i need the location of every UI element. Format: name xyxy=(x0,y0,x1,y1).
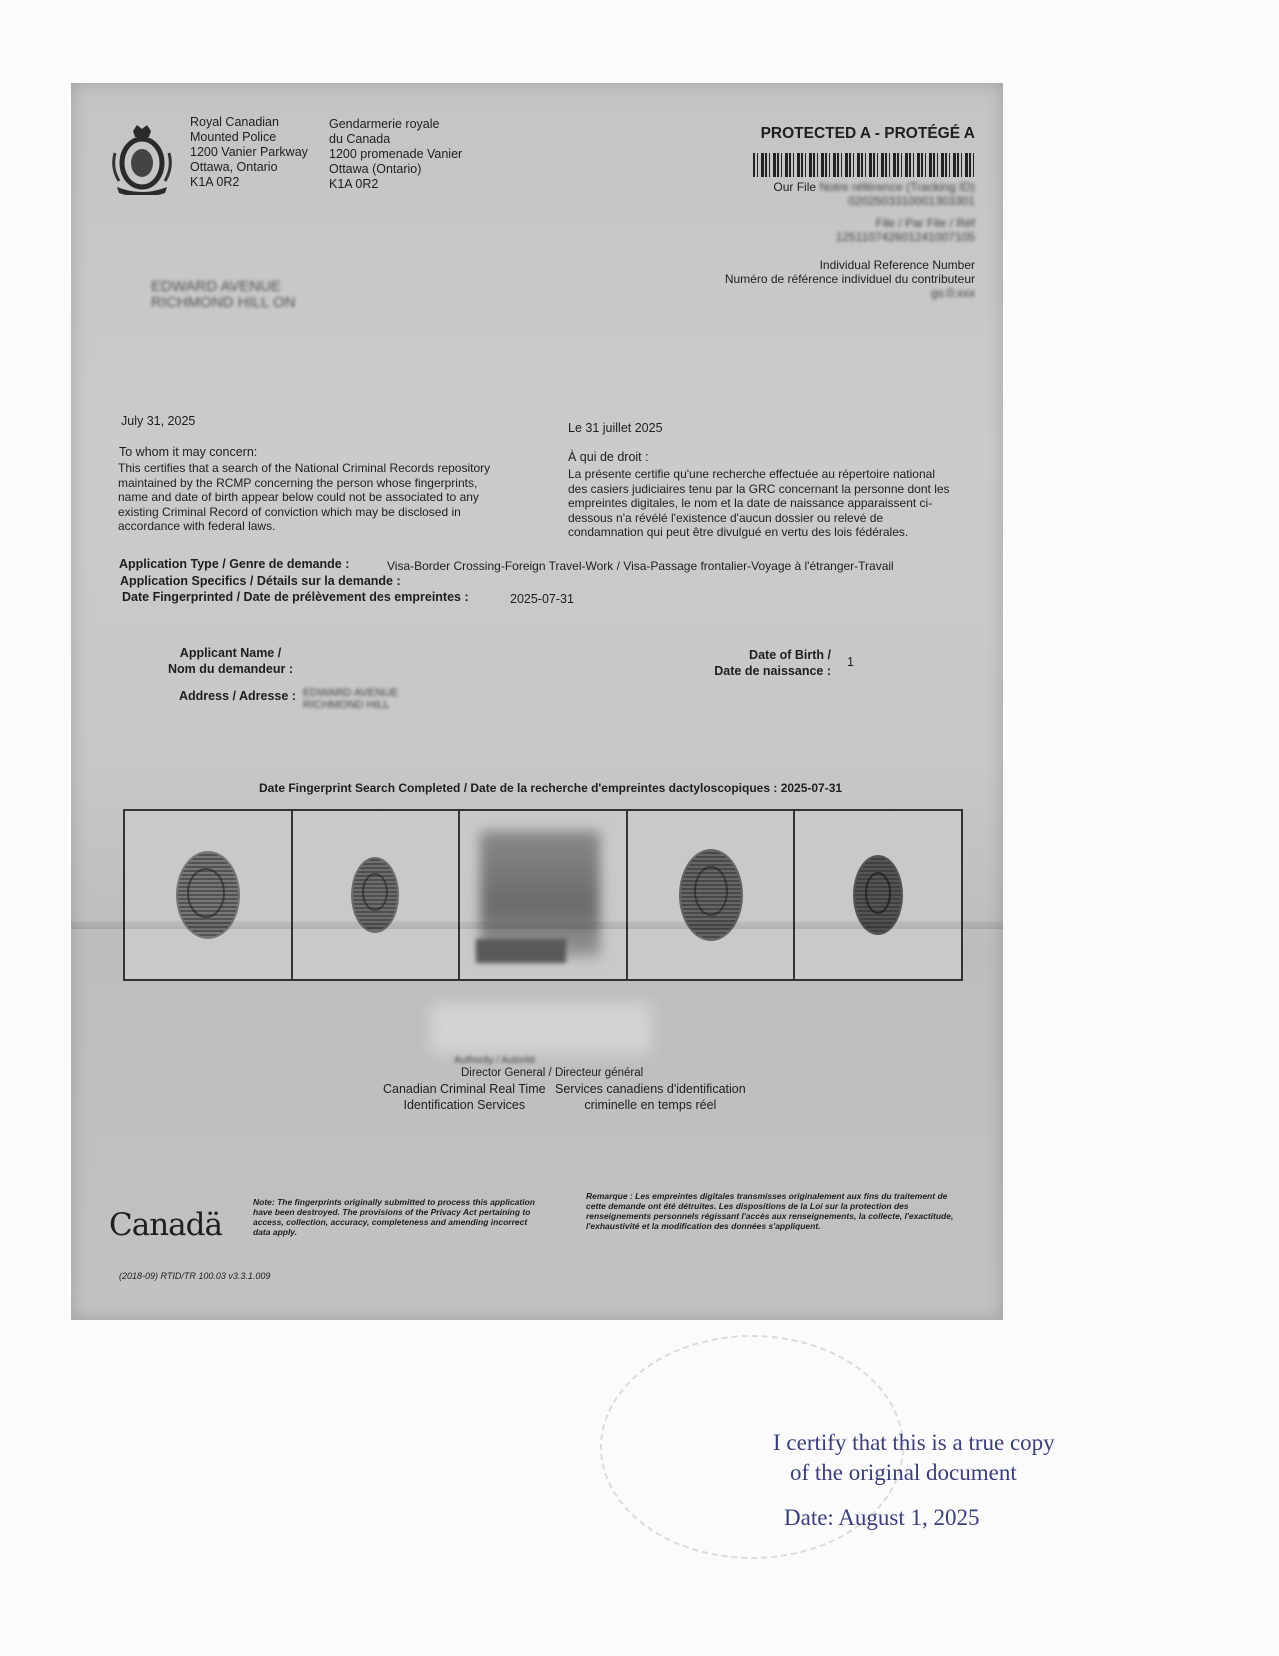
fingerprint-cell xyxy=(125,811,293,979)
fingerprint-image xyxy=(851,853,905,937)
our-file-label: Our File xyxy=(773,180,817,194)
dob-label-fr: Date de naissance : xyxy=(714,664,831,678)
fingerprint-image xyxy=(349,854,401,936)
application-type-label: Application Type / Genre de demande : xyxy=(119,557,350,571)
fingerprint-image xyxy=(173,849,243,941)
footer-note-fr: Remarque : Les empreintes digitales transmisses originalement aux fins du traitement de cette demande ont été détruites. Les dispositions de la Loi sur la protection des renseignements personnels régissant l'accès aux renseignements, la collecte, l'exactitude, l'exhaustivité et la modification des données s'appliquent. xyxy=(586,1191,954,1231)
search-completed xyxy=(259,781,842,796)
service-name-fr xyxy=(555,1081,746,1113)
rcmp-certificate-page xyxy=(71,83,1003,1320)
recipient-line-2: RICHMOND HILL ON xyxy=(151,294,296,311)
applicant-name-label xyxy=(168,645,293,677)
canada-wordmark: Canadä xyxy=(109,1207,222,1243)
certification-body-en: This certifies that a search of the National Criminal Records repository maintained by the RCMP concerning the person whose fingerprints, name and date of birth appear below could not be associated to any existing Criminal Record of conviction which may be disclosed in accordance with federal laws. xyxy=(118,461,491,533)
service-name-en xyxy=(383,1081,546,1113)
fingerprint-image xyxy=(677,847,745,943)
footer-note-en: Note: The fingerprints originally submitted to process this application have been destroyed. The provisions of the Privacy Act pertaining to access, collection, accuracy, completeness and amending incorrect data apply. xyxy=(253,1197,535,1237)
individual-ref-value: gs:0:xxx xyxy=(930,286,975,300)
our-file-value: Notre référence (Tracking ID) xyxy=(819,180,975,194)
file-label: File / Par File / Réf xyxy=(875,216,975,230)
applicant-name-label-fr: Nom du demandeur : xyxy=(168,662,294,676)
french-address: Gendarmerie royale du Canada 1200 promenade Vanier Ottawa (Ontario) K1A 0R2 xyxy=(329,117,463,191)
applicant-name-label-en: Applicant Name / xyxy=(179,646,282,660)
individual-ref-en: Individual Reference Number xyxy=(819,258,975,272)
dob-label-en: Date of Birth / xyxy=(749,648,831,662)
signature-authority: Authority / Autorité xyxy=(454,1055,536,1066)
our-file-number: 0202503310001303301 xyxy=(848,194,975,208)
date-of-birth-value: 1 xyxy=(847,655,854,669)
search-completed-value: 2025-07-31 xyxy=(780,781,843,795)
address-label: Address / Adresse : xyxy=(179,689,296,703)
service-fr-line-2: criminelle en temps réel xyxy=(584,1098,717,1112)
application-type-value: Visa-Border Crossing-Foreign Travel-Work / Visa-Passage frontalier-Voyage à l'étranger-Travail xyxy=(387,559,894,573)
obscured-block xyxy=(476,939,566,963)
redacted-signature xyxy=(431,1003,651,1053)
recipient-line-1: EDWARD AVENUE xyxy=(151,278,282,295)
applicant-address-line-1: EDWARD AVENUE xyxy=(303,687,399,699)
certification-line-3: Date: August 1, 2025 xyxy=(784,1505,980,1530)
service-fr-line-1: Services canadiens d'identification xyxy=(555,1082,746,1096)
letter-date-fr: Le 31 juillet 2025 xyxy=(568,421,663,435)
english-address: Royal Canadian Mounted Police 1200 Vanier Parkway Ottawa, Ontario K1A 0R2 xyxy=(190,115,308,189)
file-reference xyxy=(836,216,975,244)
service-en-line-1: Canadian Criminal Real Time xyxy=(383,1082,546,1096)
date-fingerprinted-value: 2025-07-31 xyxy=(510,592,574,606)
salutation-en: To whom it may concern: xyxy=(119,445,258,459)
barcode xyxy=(753,153,975,177)
service-en-line-2: Identification Services xyxy=(403,1098,526,1112)
fingerprint-cell xyxy=(628,811,796,979)
date-fingerprinted-label: Date Fingerprinted / Date de prélèvement des empreintes : xyxy=(122,590,469,604)
applicant-address-line-2: RICHMOND HILL xyxy=(303,699,390,711)
fingerprint-cell-obscured xyxy=(460,811,628,979)
recipient-address xyxy=(151,279,295,311)
individual-reference xyxy=(725,258,975,300)
letter-date-en: July 31, 2025 xyxy=(121,414,196,428)
application-specifics-label: Application Specifics / Détails sur la demande : xyxy=(120,574,401,588)
fingerprint-table xyxy=(123,809,963,981)
our-file-reference xyxy=(773,180,975,208)
certification-body-fr: La présente certifie qu'une recherche effectuée au répertoire national des casiers judiciaires tenu par la GRC concernant la personne dont les empreintes digitales, le nom et la date de naissance apparaissent ci-dessous n'a révélé l'existence d'aucun dossier ou relevé de condamnation qui peut être divulgué en vertu des lois fédérales. xyxy=(568,467,950,539)
date-of-birth-label xyxy=(714,647,831,679)
director-general: Director General / Directeur général xyxy=(461,1067,644,1079)
salutation-fr: À qui de droit : xyxy=(568,450,649,464)
individual-ref-fr: Numéro de référence individuel du contributeur xyxy=(724,272,975,286)
applicant-address xyxy=(303,687,398,711)
rcmp-crest-icon xyxy=(111,123,173,195)
certification-line-1: I certify that this is a true copy xyxy=(773,1430,1055,1455)
file-number: 125110742601241007105 xyxy=(835,230,975,244)
fingerprint-cell xyxy=(795,811,961,979)
search-completed-label: Date Fingerprint Search Completed / Date de la recherche d'empreintes dactyloscopiques : xyxy=(259,781,778,795)
protected-classification: PROTECTED A - PROTÉGÉ A xyxy=(760,125,975,142)
certification-line-2: of the original document xyxy=(790,1460,1017,1485)
fingerprint-cell xyxy=(293,811,461,979)
form-code: (2018-09) RTID/TR 100.03 v3.3.1.009 xyxy=(119,1271,271,1281)
